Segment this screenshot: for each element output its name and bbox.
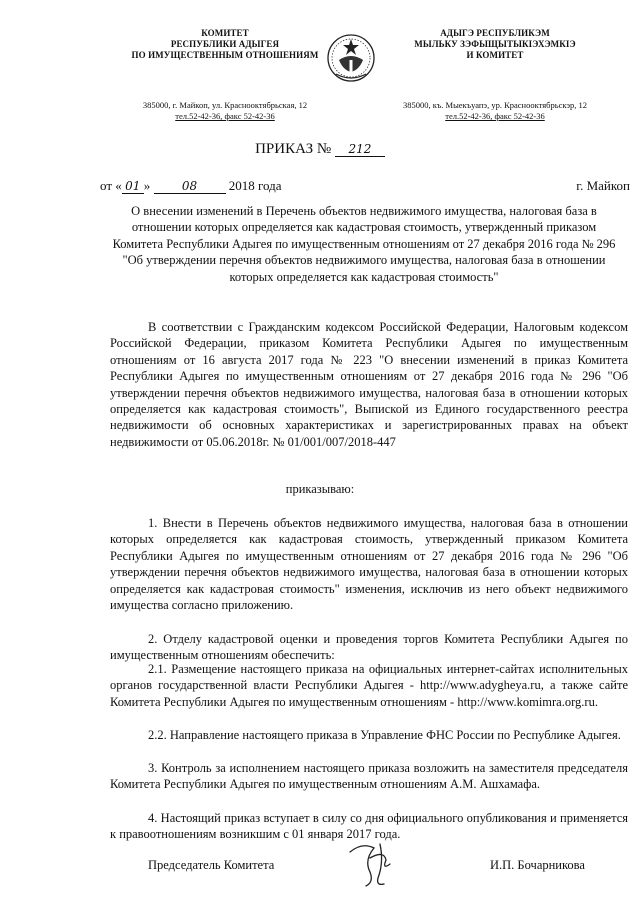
header-left-line-3: ПО ИМУЩЕСТВЕННЫМ ОТНОШЕНИЯМ <box>131 50 319 60</box>
order-subject: О внесении изменений в Перечень объектов недвижимого имущества, налоговая база в отношении которых определяется как кадастровая стоимость, утвержденный приказом Комитета Республики Адыгея по имущественным отношениям от 27 декабря 2016 года № 296 "Об утверждении перечня объектов недвижимого имущества, налоговая база в отношении которых определяется как кадастровая стоимость" <box>112 204 616 284</box>
header-right-line-1: АДЫГЭ РЕСПУБЛИКЭМ <box>440 28 550 38</box>
header-right <box>375 28 615 61</box>
address-left-phone: тел.52-42-36, факс 52-42-36 <box>175 111 275 121</box>
header-left-line-2: РЕСПУБЛИКИ АДЫГЕЯ <box>170 39 280 49</box>
header-left <box>110 28 340 61</box>
header-right-line-2: МЫЛЬКУ ЗЭФЫЩЫТЫКІЭХЭМКІЭ <box>414 39 576 49</box>
date-day-suffix: » <box>143 178 151 193</box>
handwritten-signature-icon <box>340 838 410 890</box>
order-preamble: В соответствии с Гражданским кодексом Российской Федерации, Налоговым кодексом Российской Федерации, приказом Комитета Республики Адыгея по имущественным отношениям от 16 августа 2017 года № 223 "О внесении изменений в приказ Комитета Республики Адыгея по имущественным отношениям от 27 декабря 2016 года № 296 "Об утверждении перечня объектов недвижимого имущества, налоговая база в отношении которых определяется как кадастровая стоимость", Выпиской из Единого государственного реестра недвижимости об основных характеристиках и зарегистрированных правах на объект недвижимости от 05.06.2018г. № 01/001/007/2018-447 <box>110 320 628 449</box>
order-city: г. Майкоп <box>576 178 630 193</box>
date-month: 08 <box>154 179 226 194</box>
address-right-street: 385000, къ. Мыекъуапэ, ур. Краснооктябрьскэр, 12 <box>402 100 588 110</box>
address-right-phone: тел.52-42-36, факс 52-42-36 <box>445 111 545 121</box>
order-item-1: 1. Внести в Перечень объектов недвижимого имущества, налоговая база в отношении которых определяется как кадастровая стоимость, утвержденный приказом Комитета Республики Адыгея по имущественным отношениям от 27 декабря 2016 года № 296 "Об утверждении перечня объектов недвижимого имущества, налоговая база в отношении которых определяется как кадастровая стоимость" изменения, исключив из него объект недвижимого имущества согласно приложению. <box>110 516 628 613</box>
address-right <box>375 100 615 122</box>
date-day: 01 <box>122 179 144 194</box>
order-date-line <box>100 178 630 194</box>
signatory-title: Председатель Комитета <box>148 858 275 872</box>
address-left-street: 385000, г. Майкоп, ул. Краснооктябрьская, 12 <box>142 100 308 110</box>
header-right-line-3: И КОМИТЕТ <box>466 50 524 60</box>
order-number: 212 <box>335 142 385 157</box>
header-left-line-1: КОМИТЕТ <box>201 28 249 38</box>
order-title <box>0 141 640 158</box>
date-year: 2018 года <box>228 178 282 193</box>
order-item-2-2: 2.2. Направление настоящего приказа в Управление ФНС России по Республике Адыгея. <box>148 728 621 742</box>
date-prefix: от « <box>100 178 122 193</box>
order-item-2-1: 2.1. Размещение настоящего приказа на официальных интернет-сайтах исполнительных органов государственной власти Республики Адыгея - http://www.adygheya.ru, а также сайте Комитета Республики Адыгея по имущественным отношениям - http://www.komimra.org.ru. <box>110 662 628 709</box>
republic-of-adygea-emblem-icon <box>326 30 376 86</box>
order-item-2: 2. Отделу кадастровой оценки и проведения торгов Комитета Республики Адыгея по имущественным отношениям обеспечить: <box>110 632 628 663</box>
order-title-label: ПРИКАЗ № <box>255 141 332 157</box>
order-directive-word: приказываю: <box>285 482 355 496</box>
address-left <box>110 100 340 122</box>
order-item-3: 3. Контроль за исполнением настоящего приказа возложить на заместителя председателя Комитета Республики Адыгея по имущественным отношениям А.М. Ашхамафа. <box>110 761 628 792</box>
order-item-4: 4. Настоящий приказ вступает в силу со дня официального опубликования и применяется к правоотношениям возникшим с 01 января 2017 года. <box>110 811 628 842</box>
signatory-name: И.П. Бочарникова <box>490 858 585 872</box>
